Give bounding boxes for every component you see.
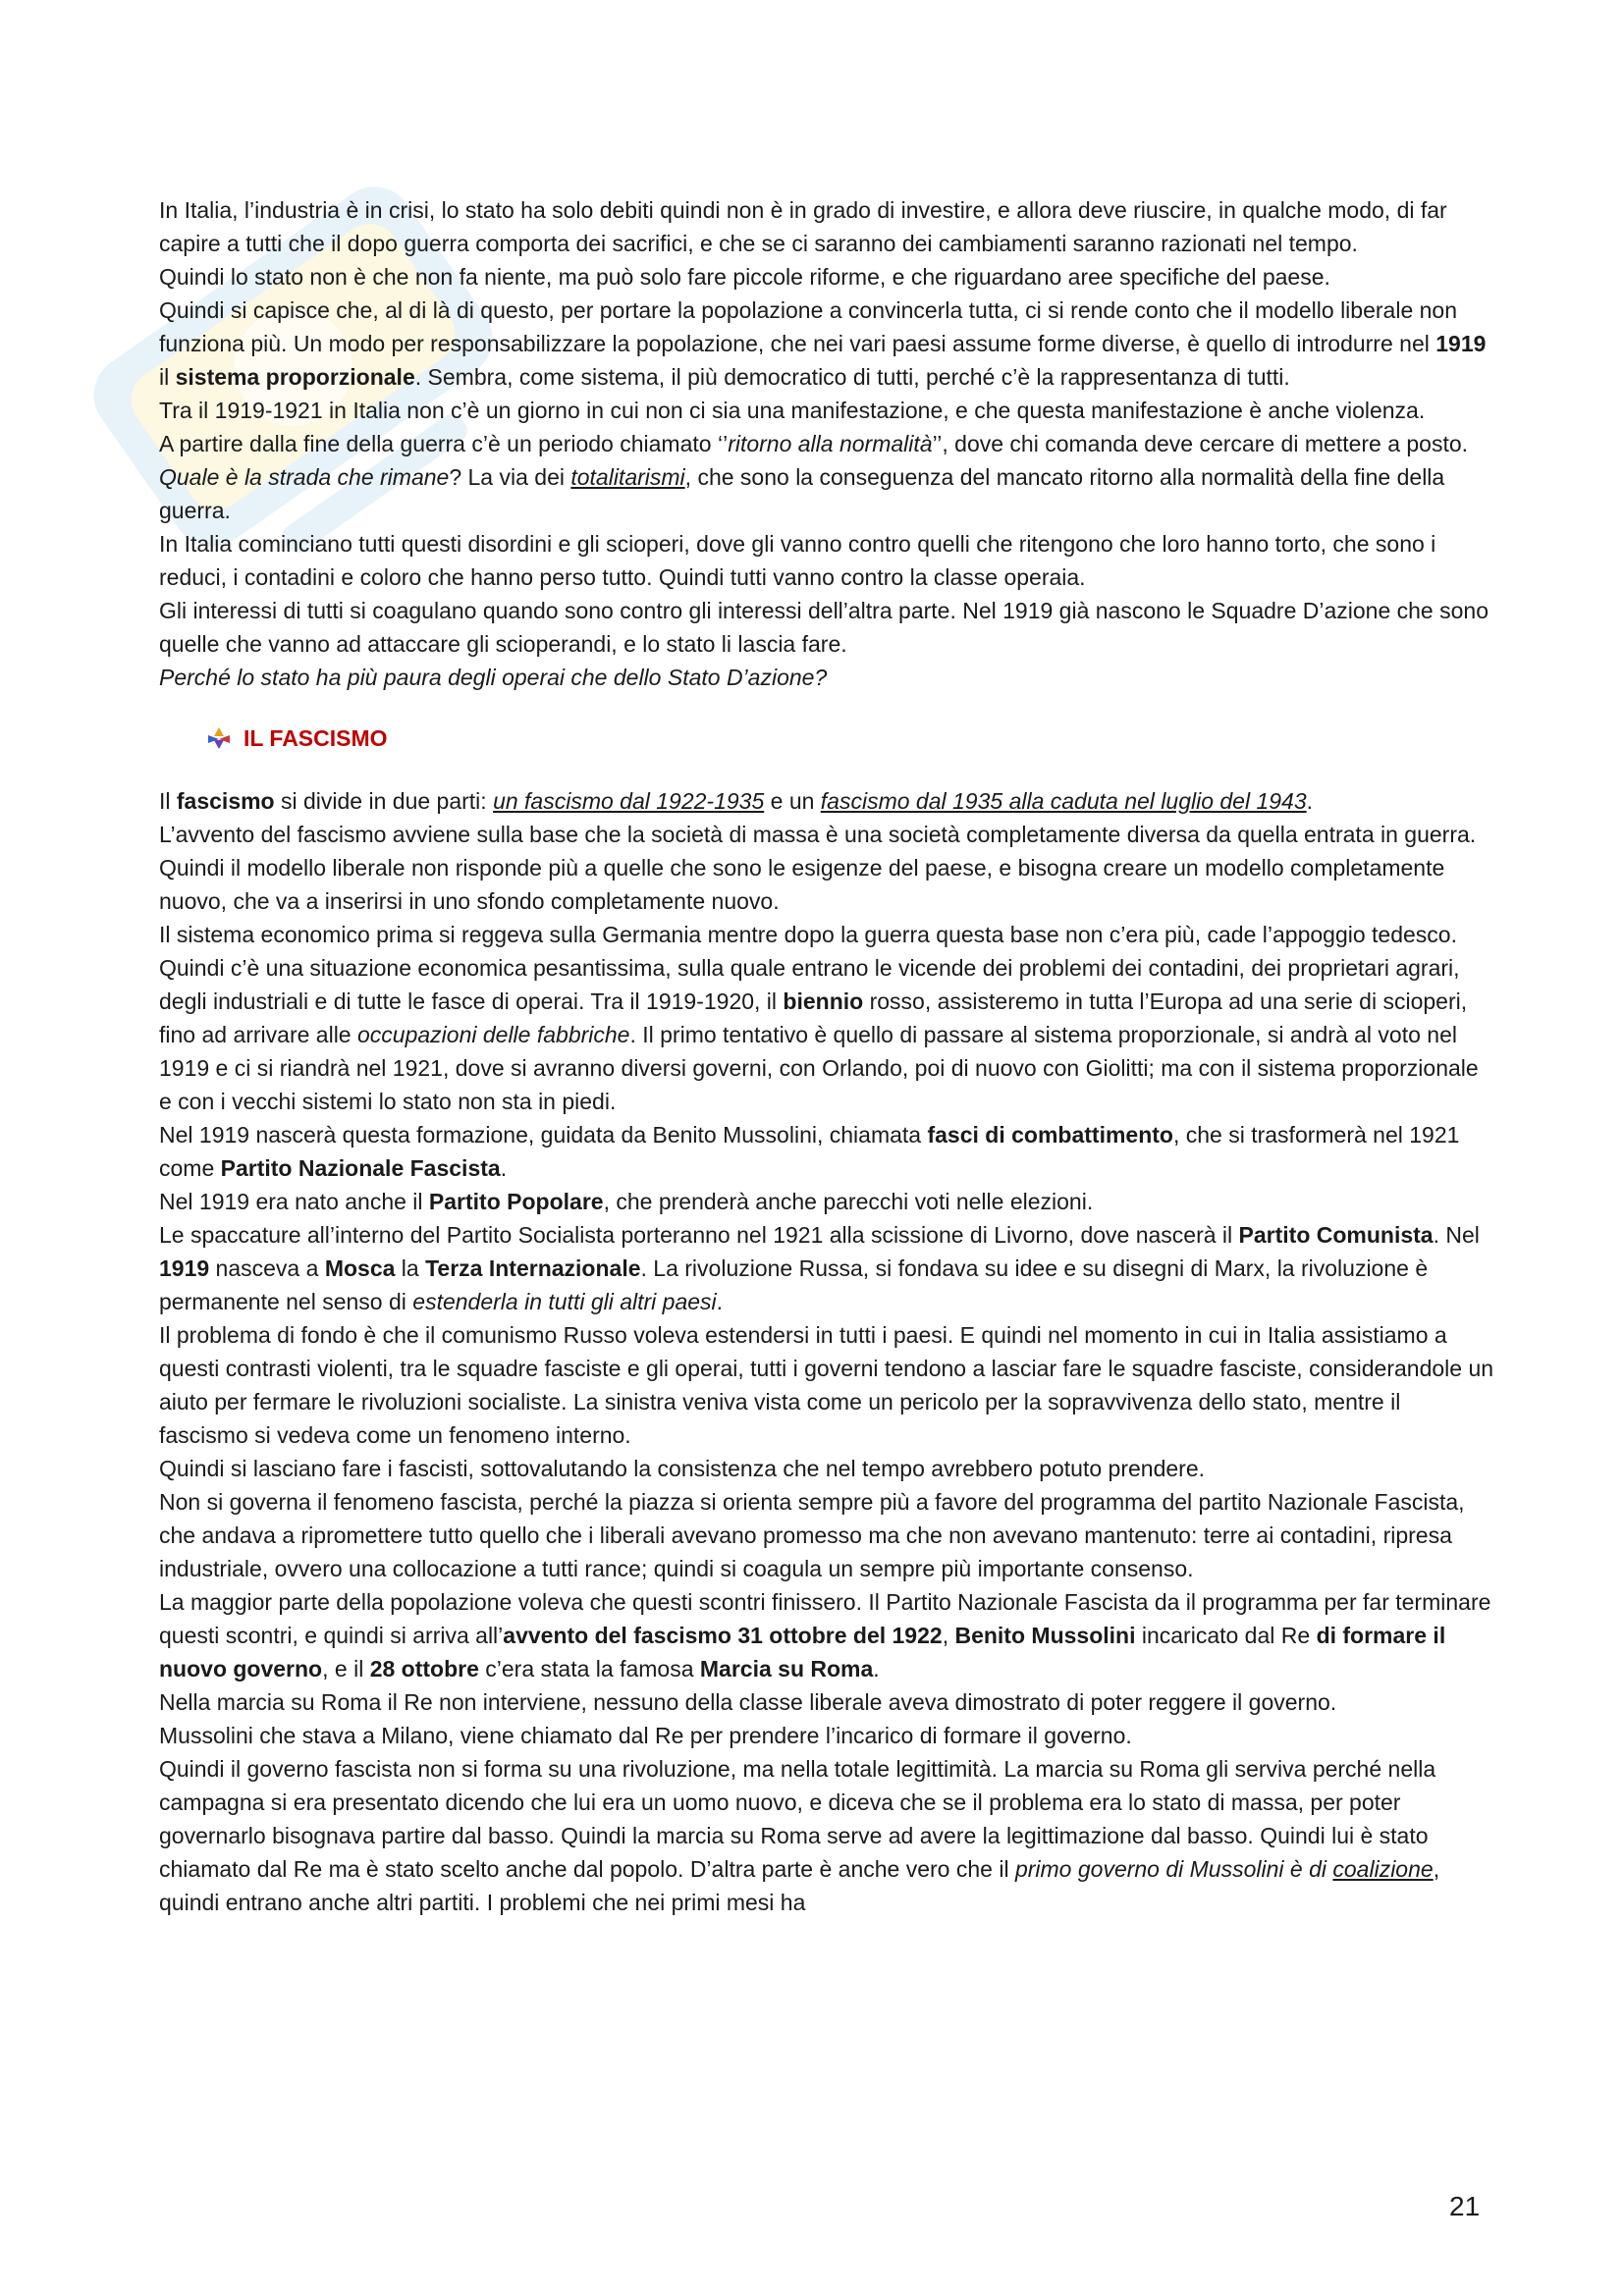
paragraph xyxy=(159,1185,1494,1218)
italic-text: estenderla in tutti gli altri paesi xyxy=(412,1289,717,1314)
arrow-bullet-icon xyxy=(208,727,230,749)
text-run: Nel 1919 era nato anche il xyxy=(159,1189,429,1214)
text-run: la xyxy=(395,1255,426,1281)
text-run: . Il primo tentativo è quello di passare al sistema proporzionale, si andrà al voto nel 1919 e ci si riandrà nel 1921, dove si avranno diversi governi, con Orlando, poi di nuovo con Giolitti; ma con il sistema proporzionale e con i vecchi sistemi lo stato non sta in piedi. xyxy=(159,1022,1479,1114)
paragraph: In Italia cominciano tutti questi disordini e gli scioperi, dove gli vanno contro quelli che ritengono che loro hanno torto, che sono i reduci, i contadini e coloro che hanno perso tutto. Quindi tutti vanno contro la classe operaia. xyxy=(159,531,1436,590)
bold-text: Marcia su Roma xyxy=(699,1656,874,1682)
bold-text: fascismo xyxy=(176,788,275,814)
text-run: Il sistema economico prima si reggeva sulla Germania mentre dopo la guerra questa base non c’era più, cade l’appoggio tedesco. Quindi c’è una situazione economica pesantissima, sulla quale entrano le vicende dei problemi dei contadini, dei proprietari agrari, degli industriali e di tutte le fasce di operai. Tra il 1919-1920, il xyxy=(159,922,1460,1014)
italic-underlined-text: un fascismo dal 1922-1935 xyxy=(493,788,765,814)
paragraph: Tra il 1919-1921 in Italia non c’è un giorno in cui non ci sia una manifestazione, e che questa manifestazione è anche violenza. xyxy=(159,398,1426,423)
paragraph xyxy=(159,1118,1494,1185)
paragraph xyxy=(159,1218,1494,1318)
text-run: . Nel xyxy=(1433,1222,1480,1248)
text-run: Nel 1919 nascerà questa formazione, guidata da Benito Mussolini, chiamata xyxy=(159,1122,928,1148)
text-run: . Sembra, come sistema, il più democratico di tutti, perché c’è la rappresentanza di tutti. xyxy=(414,364,1290,390)
section-title: IL FASCISMO xyxy=(244,725,388,751)
bold-text: Partito Popolare xyxy=(428,1189,604,1214)
bold-text: avvento del fascismo 31 ottobre del 1922 xyxy=(503,1623,943,1648)
paragraph xyxy=(159,1585,1494,1685)
paragraph: Il problema di fondo è che il comunismo Russo voleva estendersi in tutti i paesi. E quindi nel momento in cui in Italia assistiamo a questi contrasti violenti, tra le squadre fasciste e gli operai, tutti i governi tendono a lasciar fare le squadre fasciste, considerandole un aiuto per fermare le rivoluzioni socialiste. La sinistra veniva vista come un pericolo per la sopravvivenza dello stato, mentre il fascismo si vedeva come un fenomeno interno. xyxy=(159,1322,1494,1448)
paragraph: Gli interessi di tutti si coagulano quando sono contro gli interessi dell’altra parte. Nel 1919 già nascono le Squadre D’azione che sono quelle che vanno ad attaccare gli scioperandi, e lo stato li lascia fare. xyxy=(159,598,1489,657)
bold-text: 1919 xyxy=(159,1255,210,1281)
italic-text: primo governo di Mussolini è di xyxy=(1014,1856,1333,1882)
paragraph: Quindi si lasciano fare i fascisti, sottovalutando la consistenza che nel tempo avrebbero potuto prendere. xyxy=(159,1456,1206,1481)
text-run: . xyxy=(873,1656,880,1682)
text-run: , quindi entrano anche altri partiti. I problemi che nei primi mesi ha xyxy=(159,1856,1440,1915)
paragraph: Mussolini che stava a Milano, viene chiamato dal Re per prendere l’incarico di formare il governo. xyxy=(159,1723,1132,1748)
text-run: , che sono la conseguenza del mancato ritorno alla normalità della fine della guerra. xyxy=(159,464,1445,523)
text-run: Quindi si capisce che, al di là di questo, per portare la popolazione a convincerla tutta, ci si rende conto che il modello liberale non funziona più. Un modo per responsabilizzare la popolazione, che nei vari paesi assume forme diverse, è quello di introdurre nel xyxy=(159,297,1457,356)
paragraph xyxy=(159,1752,1494,1919)
bold-text: Partito Comunista xyxy=(1238,1222,1434,1248)
text-run: . La rivoluzione Russa, si fondava su idee e su disegni di Marx, la rivoluzione è permanente nel senso di xyxy=(159,1255,1429,1314)
bold-text: biennio xyxy=(783,988,864,1014)
paragraph: Nella marcia su Roma il Re non interviene, nessuno della classe liberale aveva dimostrato di poter reggere il governo. xyxy=(159,1689,1337,1715)
bold-text: 1919 xyxy=(1435,331,1487,356)
text-run: , e il xyxy=(322,1656,370,1682)
text-run: e un xyxy=(764,788,821,814)
bold-text: 28 ottobre xyxy=(369,1656,479,1682)
italic-underlined-text: fascismo dal 1935 alla caduta nel luglio del 1943 xyxy=(820,788,1307,814)
paragraph xyxy=(159,784,1494,818)
text-run: incaricato dal Re xyxy=(1135,1623,1317,1648)
text-run: . xyxy=(716,1289,724,1314)
text-run: c’era stata la famosa xyxy=(478,1656,700,1682)
italic-text: occupazioni delle fabbriche xyxy=(357,1022,630,1047)
paragraph xyxy=(159,294,1494,394)
text-run: il xyxy=(159,364,176,390)
bold-text: sistema proporzionale xyxy=(175,364,415,390)
text-run: Il xyxy=(159,788,177,814)
text-run: Quindi il governo fascista non si forma su una rivoluzione, ma nella totale legittimità. La marcia su Roma gli serviva perché nella campagna si era presentato dicendo che lui era un uomo nuovo, e diceva che se il problema era lo stato di massa, per poter governarlo bisognava partire dal basso. Quindi la marcia su Roma serve ad avere la legittimazione dal basso. Quindi lui è stato chiamato dal Re ma è stato scelto anche dal popolo. D’altra parte è anche vero che il xyxy=(159,1756,1436,1882)
text-run: , xyxy=(942,1623,955,1648)
bold-text: Mosca xyxy=(324,1255,396,1281)
paragraph: Quindi lo stato non è che non fa niente, ma può solo fare piccole riforme, e che riguardano aree specifiche del paese. xyxy=(159,264,1330,290)
paragraph xyxy=(159,918,1494,1118)
text-run: . xyxy=(1306,788,1314,814)
text-run: , che prenderà anche parecchi voti nelle elezioni. xyxy=(603,1189,1094,1214)
text-run: nasceva a xyxy=(209,1255,325,1281)
section-heading xyxy=(159,721,1494,755)
bold-text: Benito Mussolini xyxy=(954,1623,1136,1648)
text-run: Le spaccature all’interno del Partito Socialista porteranno nel 1921 alla scissione di Livorno, dove nascerà il xyxy=(159,1222,1239,1248)
paragraph xyxy=(159,427,1494,460)
paragraph: L’avvento del fascismo avviene sulla base che la società di massa è una società completamente diversa da quella entrata in guerra. Quindi il modello liberale non risponde più a quelle che sono le esigenze del paese, e bisogna creare un modello completamente nuovo, che va a inserirsi in uno sfondo completamente nuovo. xyxy=(159,822,1477,914)
text-run: , che si trasformerà nel 1921 come xyxy=(159,1122,1460,1181)
text-run: La maggior parte della popolazione voleva che questi scontri finissero. Il Partito Nazionale Fascista da il programma per far terminare questi scontri, e quindi si arriva all’ xyxy=(159,1589,1491,1648)
bold-text: di formare il nuovo governo xyxy=(159,1623,1446,1682)
paragraph: Non si governa il fenomeno fascista, perché la piazza si orienta sempre più a favore del programma del partito Nazionale Fascista, che andava a ripromettere tutto quello che i liberali avevano promesso ma che non avevano mantenuto: terre ai contadini, ripresa industriale, ovvero una collocazione a tutti rance; quindi si coagula un sempre più importante consenso. xyxy=(159,1489,1465,1581)
bold-text: fasci di combattimento xyxy=(927,1122,1173,1148)
text-run: si divide in due parti: xyxy=(274,788,494,814)
text-run: ? La via dei xyxy=(449,464,571,490)
italic-underlined-text: coalizione xyxy=(1332,1856,1434,1882)
italic-text: Quale è la strada che rimane xyxy=(159,464,450,490)
page-number: 21 xyxy=(1449,2191,1481,2221)
text-run: . xyxy=(500,1155,508,1181)
bold-text: Partito Nazionale Fascista xyxy=(220,1155,501,1181)
italic-underlined-text: totalitarismi xyxy=(570,464,685,490)
text-run: rosso, assisteremo in tutta l’Europa ad una serie di scioperi, fino ad arrivare alle xyxy=(159,988,1468,1047)
text-run: ’’, dove chi comanda deve cercare di mettere a posto. xyxy=(932,431,1469,456)
italic-text: ritorno alla normalità xyxy=(728,431,933,456)
question-paragraph: Perché lo stato ha più paura degli operai che dello Stato D’azione? xyxy=(159,665,828,690)
text-run: A partire dalla fine della guerra c’è un periodo chiamato ‘’ xyxy=(159,431,729,456)
paragraph: In Italia, l’industria è in crisi, lo stato ha solo debiti quindi non è in grado di investire, e allora deve riuscire, in qualche modo, di far capire a tutti che il dopo guerra comporta dei sacrifici, e che se ci saranno dei cambiamenti saranno razionati nel tempo. xyxy=(159,197,1447,256)
document-body xyxy=(159,193,1494,1919)
bold-text: Terza Internazionale xyxy=(425,1255,641,1281)
paragraph xyxy=(159,460,1494,527)
